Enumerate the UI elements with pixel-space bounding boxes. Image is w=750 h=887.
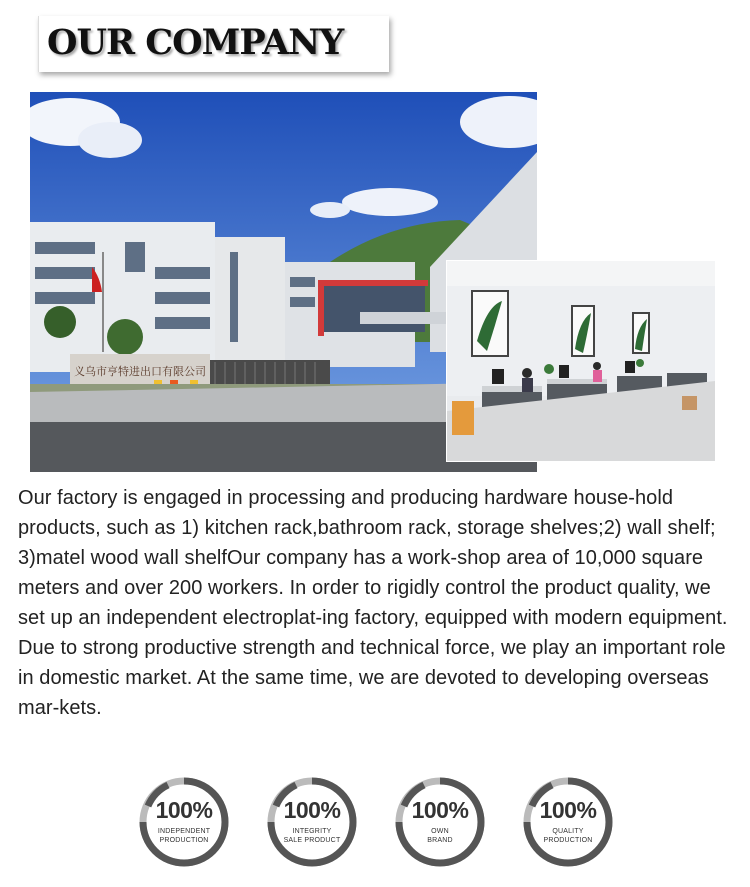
badge-integrity-sale — [266, 776, 358, 868]
badge-label-line2: PRODUCTION — [159, 837, 209, 844]
badge-quality-production — [522, 776, 614, 868]
section-title-box — [38, 16, 389, 72]
badge-label-line1: INTEGRITY — [292, 828, 332, 835]
badge-percent: 100% — [283, 797, 341, 823]
badge-percent: 100% — [155, 797, 213, 823]
badge-independent-production — [138, 776, 230, 868]
badge-label-line1: OWN — [431, 828, 449, 835]
badge-label-line1: QUALITY — [552, 828, 584, 835]
company-description: Our factory is engaged in processing and producing hardware house-hold products, such as 1) kitchen rack,bathroom rack, storage shelves;2) wall shelf; 3)matel wood wall shelfOur company has a work-shop area of 10,000 square meters and over 200 workers. In order to rigidly control the product quality, we set up an independent electroplat-ing factory, equipped with modern equipment. Due to strong productive strength and technical force, we play an important role in domestic market. At the same time, we are devoted to developing overseas mar-kets. — [18, 487, 728, 719]
factory-sign: 义乌市亨特进出口有限公司 — [74, 365, 206, 378]
section-title: OUR COMPANY — [47, 22, 344, 63]
badge-label-line1: INDEPENDENT — [157, 828, 211, 835]
badge-label-line2: BRAND — [427, 837, 453, 844]
office-photo — [446, 260, 716, 462]
badge-label-line2: PRODUCTION — [543, 837, 593, 844]
badge-percent: 100% — [539, 797, 597, 823]
badge-percent: 100% — [411, 797, 469, 823]
badge-own-brand — [394, 776, 486, 868]
badge-row — [138, 776, 618, 868]
badge-label-line2: SALE PRODUCT — [283, 837, 341, 844]
